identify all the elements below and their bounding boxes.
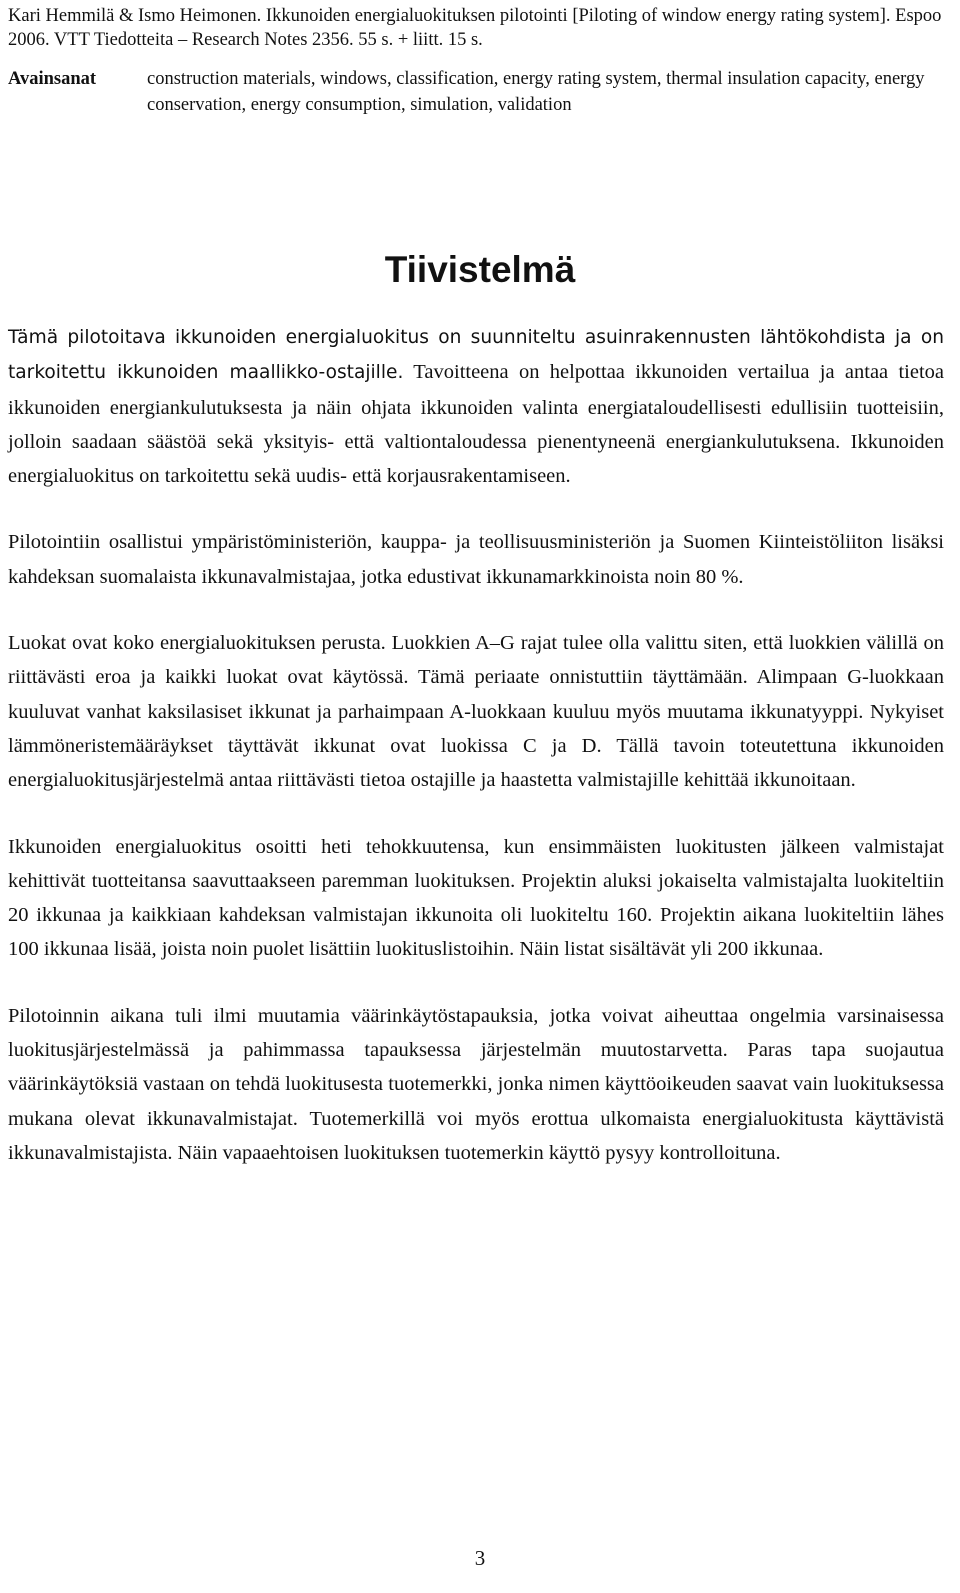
paragraph-1 <box>8 320 944 493</box>
paragraph-1-rest: Tavoitteena on helpottaa ikkunoiden vertailua ja antaa tietoa ikkunoiden energiankulutuksesta ja näin ohjata ikkunoiden valinta energiataloudellisesti edullisiin tuotteisiin, jolloin saadaan säästöä sekä yksityis- että valtiontaloudessa pienentyneenä energiankulutuksena. Ikkunoiden energialuokitus on tarkoitettu sekä uudis- että korjausrakentamiseen. <box>8 361 945 488</box>
page-number: 3 <box>474 1546 486 1570</box>
bibliographic-citation: Kari Hemmilä & Ismo Heimonen. Ikkunoiden energialuokituksen pilotointi [Piloting of window energy rating system]. Espoo 2006. VTT Tiedotteita – Research Notes 2356. 55 s. + liitt. 15 s. <box>8 6 942 50</box>
abstract-body <box>8 320 944 1202</box>
paragraph-2: Pilotointiin osallistui ympäristöministeriön, kauppa- ja teollisuusministeriön ja Suomen Kiinteistöliiton lisäksi kahdeksan suomalaista ikkunavalmistajaa, jotka edustivat ikkunamarkkinoista noin 80 %. <box>8 531 944 588</box>
keywords-label: Avainsanat <box>8 69 97 89</box>
keywords-text: construction materials, windows, classification, energy rating system, thermal insulation capacity, energy conservation, energy consumption, simulation, validation <box>147 69 925 115</box>
paragraph-4: Ikkunoiden energialuokitus osoitti heti tehokkuutensa, kun ensimmäisten luokitusten jälkeen valmistajat kehittivät tuotteitansa saavuttaakseen paremman luokituksen. Projektin aluksi jokaiselta valmistajalta luokiteltiin 20 ikkunaa ja kaikkiaan kahdeksan valmistajan ikkunoita oli luokiteltu 160. Projektin aikana luokiteltiin lähes 100 ikkunaa lisää, joista noin puolet lisättiin luokituslistoihin. Näin listat sisältävät yli 200 ikkunaa. <box>8 835 944 961</box>
paragraph-3: Luokat ovat koko energialuokituksen perusta. Luokkien A–G rajat tulee olla valittu siten, että luokkien välillä on riittävästi eroa ja kaikki luokat ovat käytössä. Tämä periaate onnistuttiin täyttämään. Alimpaan G-luokkaan kuuluvat vanhat kaksilasiset ikkunat ja parhaimpaan A-luokkaan kuuluu myös muutama ikkunatyyppi. Nykyiset lämmöneristemääräykset täyttävät ikkunat ovat luokissa C ja D. Tällä tavoin toteutettuna ikkunoiden energialuokitusjärjestelmä antaa riittävästi tietoa ostajille ja haastetta valmistajille kehittää ikkunoitaan. <box>8 632 944 792</box>
abstract-title: Tiivistelmä <box>384 249 576 290</box>
paragraph-5: Pilotoinnin aikana tuli ilmi muutamia väärinkäytöstapauksia, jotka voivat aiheuttaa ongelmia varsinaisessa luokitusjärjestelmässä ja pahimmassa tapauksessa järjestelmän muutostarvetta. Paras tapa suojautua väärinkäytöksiä vastaan on tehdä luokitusesta tuotemerkki, jonka nimen käyttöoikeuden saavat vain luokituksessa mukana olevat ikkunavalmistajat. Tuotemerkillä voi myös erottua ulkomaista energialuokitusta käyttävistä ikkunavalmistajista. Näin vapaaehtoisen luokituksen tuotemerkin käyttö pysyy kontrolloituna. <box>8 1004 944 1164</box>
paragraph-1-lead: Tämä pilotoitava ikkunoiden energialuokitus on suunniteltu asuinrakennusten lähtökohdista ja on tarkoitettu ikkunoiden maallikko-ostajille. <box>8 327 944 384</box>
